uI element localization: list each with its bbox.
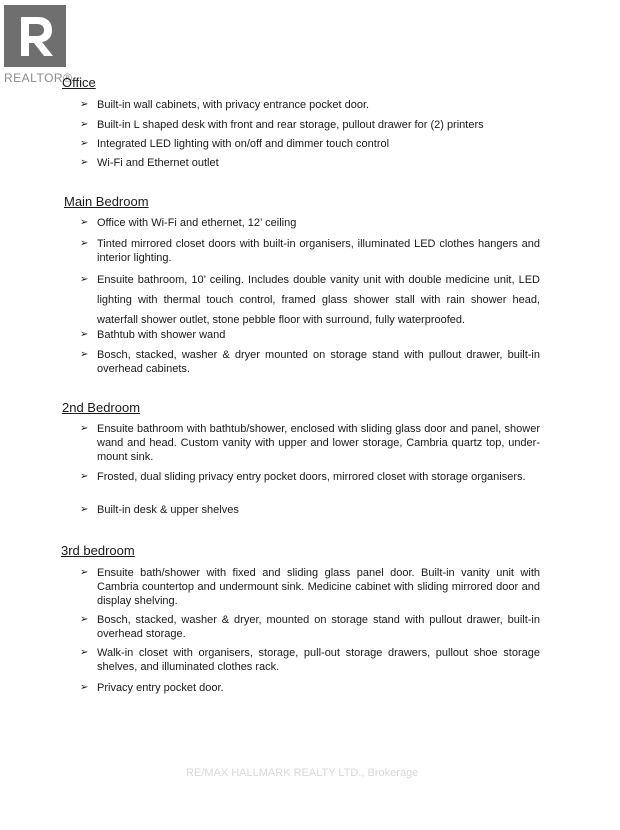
list-item xyxy=(80,270,540,330)
arrow-bullet-icon: ➢ xyxy=(80,119,89,130)
list-item-text: Ensuite bath/shower with fixed and sliding glass panel door. Built-in vanity unit with Cambria countertop and undermount sink. Medicine cabinet with sliding mirrored door and display shelving. xyxy=(97,567,540,607)
list-item xyxy=(80,422,540,464)
list-item xyxy=(80,216,540,230)
list-item-text: Bathtub with shower wand xyxy=(97,329,226,341)
list-item-text: Built-in L shaped desk with front and rear storage, pullout drawer for (2) printers xyxy=(97,119,484,131)
list-item-text: Ensuite bathroom with bathtub/shower, enclosed with sliding glass door and panel, shower wand and head. Custom vanity with upper and lower storage, Cambria quartz top, under-mount sink. xyxy=(97,423,540,463)
list-item xyxy=(80,118,540,132)
arrow-bullet-icon: ➢ xyxy=(80,682,89,693)
list-item-text: Bosch, stacked, washer & dryer mounted on storage stand with pullout drawer, built-in overhead cabinets. xyxy=(97,349,540,375)
list-item xyxy=(80,237,540,265)
list-item xyxy=(80,470,540,484)
arrow-bullet-icon: ➢ xyxy=(80,647,89,658)
list-item xyxy=(80,137,540,151)
list-item-text: Privacy entry pocket door. xyxy=(97,682,224,694)
list-item xyxy=(80,646,540,674)
brokerage-watermark: RE/MAX HALLMARK REALTY LTD., Brokerage xyxy=(186,767,419,779)
arrow-bullet-icon: ➢ xyxy=(80,217,89,228)
list-item xyxy=(80,681,540,695)
arrow-bullet-icon: ➢ xyxy=(80,99,89,110)
realtor-logo xyxy=(4,5,73,85)
list-item-text: Integrated LED lighting with on/off and dimmer touch control xyxy=(97,138,390,150)
list-item xyxy=(80,613,540,641)
list-item-text: Ensuite bathroom, 10’ ceiling. Includes double vanity unit with double medicine unit, LED lighting with thermal touch control, framed glass shower stall with rain shower head, waterfall shower outlet, stone pebble floor with surround, fully waterproofed. xyxy=(97,274,540,326)
list-item xyxy=(80,566,540,608)
section-heading-3rd-bedroom: 3rd bedroom xyxy=(61,543,135,558)
realtor-logo-text: REALTOR® xyxy=(4,71,73,85)
arrow-bullet-icon: ➢ xyxy=(80,614,89,625)
arrow-bullet-icon: ➢ xyxy=(80,138,89,149)
arrow-bullet-icon: ➢ xyxy=(80,567,89,578)
section-heading-office: Office xyxy=(62,75,96,90)
list-item xyxy=(80,348,540,376)
section-heading-2nd-bedroom: 2nd Bedroom xyxy=(62,400,141,415)
realtor-r-logo-icon xyxy=(4,5,66,67)
arrow-bullet-icon: ➢ xyxy=(80,274,89,285)
list-item xyxy=(80,98,540,112)
list-item xyxy=(80,328,540,342)
arrow-bullet-icon: ➢ xyxy=(80,238,89,249)
list-item-text: Frosted, dual sliding privacy entry pocket doors, mirrored closet with storage organisers. xyxy=(97,471,526,483)
list-item-text: Walk-in closet with organisers, storage, pull-out storage drawers, pullout shoe storage shelves, and illuminated clothes rack. xyxy=(97,647,540,673)
section-heading-main-bedroom: Main Bedroom xyxy=(64,194,149,209)
list-item xyxy=(80,503,540,517)
arrow-bullet-icon: ➢ xyxy=(80,504,89,515)
list-item-text: Bosch, stacked, washer & dryer, mounted on storage stand with pullout drawer, built-in overhead storage. xyxy=(97,614,540,640)
list-item xyxy=(80,156,540,170)
arrow-bullet-icon: ➢ xyxy=(80,423,89,434)
arrow-bullet-icon: ➢ xyxy=(80,329,89,340)
list-item-text: Built-in desk & upper shelves xyxy=(97,504,239,516)
arrow-bullet-icon: ➢ xyxy=(80,157,89,168)
arrow-bullet-icon: ➢ xyxy=(80,471,89,482)
list-item-text: Tinted mirrored closet doors with built-in organisers, illuminated LED clothes hangers and interior lighting. xyxy=(97,238,540,264)
list-item-text: Wi-Fi and Ethernet outlet xyxy=(97,157,219,169)
list-item-text: Built-in wall cabinets, with privacy entrance pocket door. xyxy=(97,99,370,111)
arrow-bullet-icon: ➢ xyxy=(80,349,89,360)
list-item-text: Office with Wi-Fi and ethernet, 12’ ceiling xyxy=(97,217,297,229)
